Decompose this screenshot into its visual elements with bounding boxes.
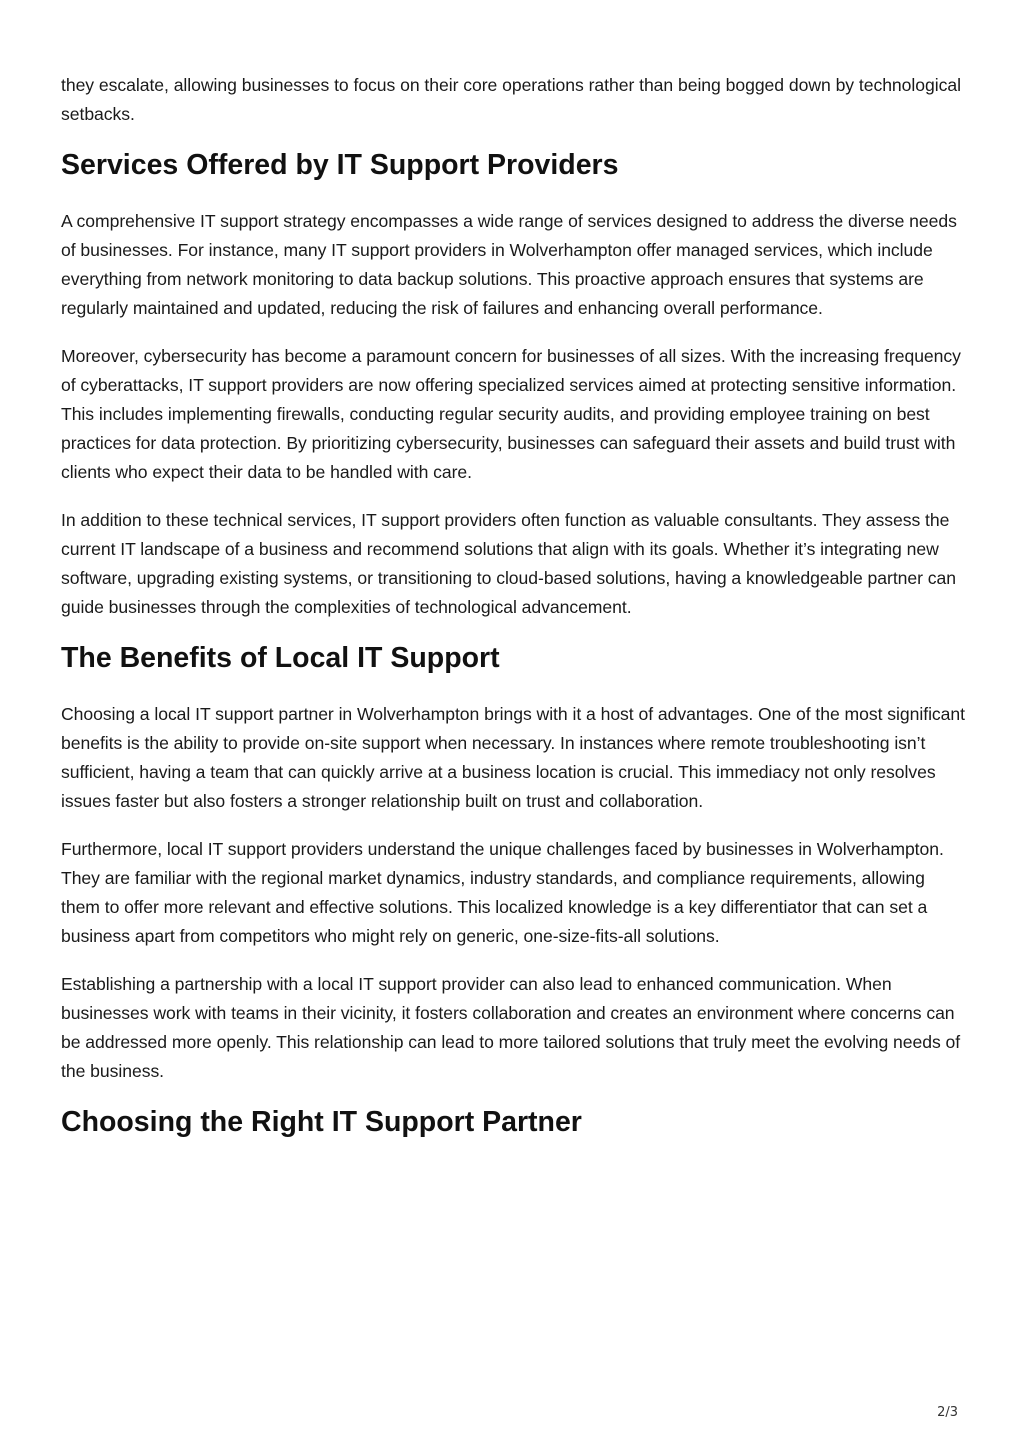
services-paragraph-3: In addition to these technical services, IT support providers often function as valuable consultants. They assess the current IT landscape of a business and recommend solutions that align with its goals. Whether it’s integrating new software, upgrading existing systems, or transitioning to cloud-based solutions, having a knowledgeable partner can guide businesses through the complexities of technological advancement. [61, 510, 956, 617]
document-page [61, 71, 966, 1164]
benefits-paragraph-1: Choosing a local IT support partner in Wolverhampton brings with it a host of advantages. One of the most significant benefits is the ability to provide on-site support when necessary. In instances where remote troubleshooting isn’t sufficient, having a team that can quickly arrive at a business location is crucial. This immediacy not only resolves issues faster but also fosters a stronger relationship built on trust and collaboration. [61, 704, 965, 811]
section-heading-services: Services Offered by IT Support Providers [61, 149, 619, 181]
services-paragraph-2: Moreover, cybersecurity has become a paramount concern for businesses of all sizes. With the increasing frequency of cyberattacks, IT support providers are now offering specialized services aimed at protecting sensitive information. This includes implementing firewalls, conducting regular security audits, and providing employee training on best practices for data protection. By prioritizing cybersecurity, businesses can safeguard their assets and build trust with clients who expect their data to be handled with care. [61, 346, 961, 482]
benefits-paragraph-3: Establishing a partnership with a local IT support provider can also lead to enhanced communication. When businesses work with teams in their vicinity, it fosters collaboration and creates an environment where concerns can be addressed more openly. This relationship can lead to more tailored solutions that truly meet the evolving needs of the business. [61, 974, 961, 1081]
section-heading-local-benefits: The Benefits of Local IT Support [61, 642, 500, 674]
intro-paragraph: they escalate, allowing businesses to focus on their core operations rather than being bogged down by technological setbacks. [61, 75, 961, 124]
page-number: 2/3 [937, 1405, 958, 1420]
section-heading-choosing-partner: Choosing the Right IT Support Partner [61, 1106, 582, 1138]
services-paragraph-1: A comprehensive IT support strategy encompasses a wide range of services designed to address the diverse needs of businesses. For instance, many IT support providers in Wolverhampton offer managed services, which include everything from network monitoring to data backup solutions. This proactive approach ensures that systems are regularly maintained and updated, reducing the risk of failures and enhancing overall performance. [61, 211, 957, 318]
benefits-paragraph-2: Furthermore, local IT support providers understand the unique challenges faced by businesses in Wolverhampton. They are familiar with the regional market dynamics, industry standards, and compliance requirements, allowing them to offer more relevant and effective solutions. This localized knowledge is a key differentiator that can set a business apart from competitors who might rely on generic, one-size-fits-all solutions. [61, 839, 944, 946]
